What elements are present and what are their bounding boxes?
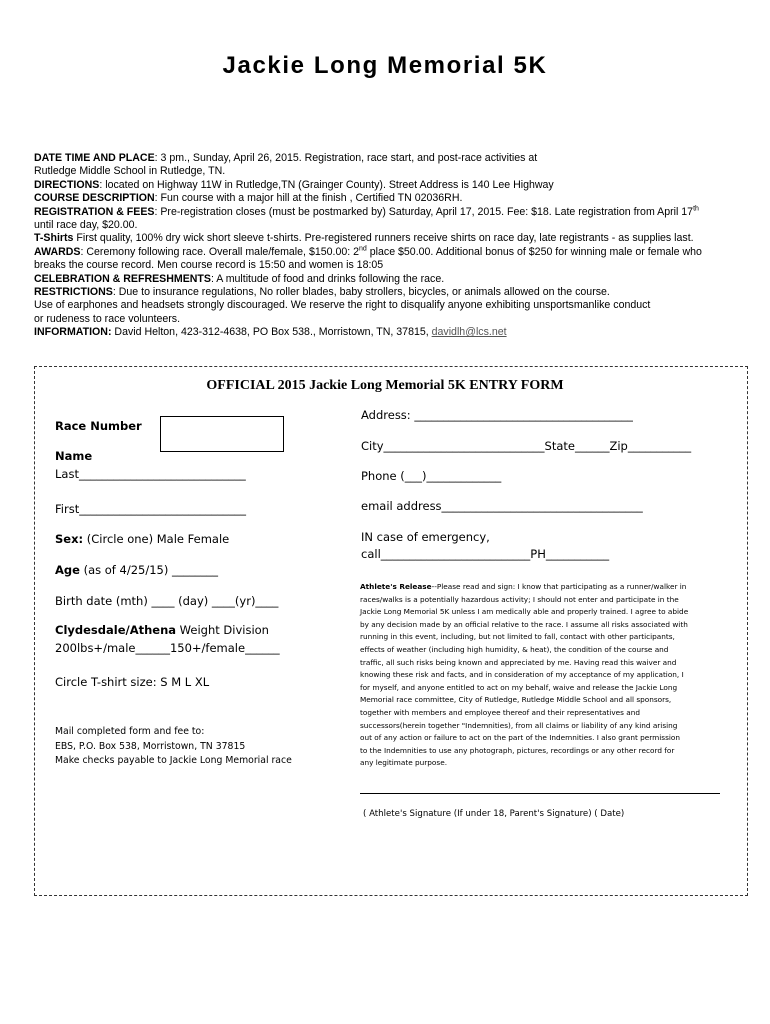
clydesdale-text: Weight Division (176, 623, 269, 637)
age-label: Age (55, 563, 80, 577)
registration-label: REGISTRATION & FEES (34, 205, 155, 218)
signature-line[interactable] (360, 793, 720, 794)
course-label: COURSE DESCRIPTION (34, 192, 155, 205)
date-label: DATE TIME AND PLACE (34, 152, 155, 164)
race-number-box (160, 416, 284, 452)
waiver-line: for myself, and anyone entitled to act on my behalf, waive and release the Jackie Long (360, 682, 678, 692)
information (34, 326, 762, 339)
awards (34, 246, 762, 259)
tshirts-info (34, 232, 762, 245)
restrictions-text: : Due to insurance regulations, No roller blades, baby strollers, bicycles, or animals allowed on the course. (112, 286, 610, 299)
mail-instructions-line1: Mail completed form and fee to: (55, 726, 205, 737)
mail-instructions-line3: Make checks payable to Jackie Long Memorial race (55, 755, 292, 766)
last-name-field[interactable]: Last_____________________________ (55, 467, 246, 481)
date-time-place (34, 152, 762, 165)
entry-form-title: OFFICIAL 2015 Jackie Long Memorial 5K ENTRY FORM (206, 378, 564, 393)
registration-fees (34, 206, 762, 219)
sex-label: Sex: (55, 532, 84, 546)
waiver-line: knowing these risk and facts, and in consideration of my acceptance of my application, I (360, 670, 684, 680)
restrictions (34, 286, 762, 299)
tshirts-label: T-Shirts (34, 232, 74, 245)
awards-superscript: nd (359, 245, 367, 253)
signature-caption: ( Athlete's Signature (If under 18, Parent's Signature) ( Date) (363, 809, 625, 819)
age-field[interactable] (55, 563, 218, 577)
registration-superscript: th (693, 205, 699, 213)
waiver-line: Memorial race committee, City of Rutledge, Rutledge Middle School and all sponsors, (360, 695, 672, 705)
course-description (34, 192, 762, 205)
city-state-zip-field[interactable]: City____________________________State______Zip___________ (361, 439, 692, 453)
tshirts-text: First quality, 100% dry wick short sleeve t-shirts. Pre-registered runners receive shirts on race day, late registrants - as supplies last. (73, 232, 694, 245)
waiver-line: out of any action or failure to act on the part of the Indemnities. I also grant permission (360, 733, 681, 743)
directions-text: : located on Highway 11W in Rutledge,TN (Grainger County). Street Address is 140 Lee Highway (99, 178, 554, 191)
first-name-field[interactable]: First_____________________________ (55, 502, 246, 516)
directions-label: DIRECTIONS (34, 178, 100, 191)
email-field[interactable]: email address___________________________________ (361, 499, 643, 513)
awards-text: : Ceremony following race. Overall male/female, $150.00: 2 (80, 245, 360, 258)
phone-field[interactable]: Phone (___)_____________ (361, 469, 502, 483)
waiver-line: Jackie Long Memorial 5K unless I am medically able and properly trained. I agree to abide (360, 607, 689, 617)
waiver-line: running in this event, including, but not limited to fall, contact with other participants, (360, 632, 675, 642)
information-label: INFORMATION: (34, 326, 112, 339)
date-text-continued: Rutledge Middle School in Rutledge, TN. (34, 165, 226, 178)
restrictions-label: RESTRICTIONS (34, 286, 113, 299)
earphones-notice: Use of earphones and headsets strongly discouraged. We reserve the right to disqualify anyone exhibiting unsportsmanlike conduct (34, 299, 651, 312)
contact-email-link[interactable]: davidlh@lcs.net (431, 326, 507, 339)
registration-text-continued: until race day, $20.00. (34, 219, 138, 232)
information-text: David Helton, 423-312-4638, PO Box 538., Morristown, TN, 37815, (111, 326, 432, 339)
celebration-label: CELEBRATION & REFRESHMENTS (34, 272, 211, 285)
waiver-line: successors(herein together "Indemnities), from all claims or liability of any kind arising (360, 720, 678, 730)
race-number-label: Race Number (55, 419, 142, 433)
race-info (34, 152, 762, 340)
waiver-line: together with members and employee thereof and their representatives and (360, 707, 640, 717)
waiver-line: races/walks is a potentially hazardous activity; I should not enter and participate in the (360, 594, 679, 604)
mail-instructions-line2: EBS, P.O. Box 538, Morristown, TN 37815 (55, 741, 246, 752)
clydesdale-division (55, 623, 269, 637)
age-text: (as of 4/25/15) ________ (79, 563, 218, 577)
name-label: Name (55, 449, 93, 463)
tshirt-size-field[interactable]: Circle T-shirt size: S M L XL (55, 675, 210, 689)
athletes-release (360, 581, 730, 770)
waiver-line: effects of weather (including high humidity, & heat), the condition of the course and (360, 644, 669, 654)
waiver-line: any legitimate purpose. (360, 758, 448, 768)
emergency-contact-field[interactable]: call__________________________PH___________ (361, 547, 610, 561)
waiver-line: traffic, all such risks being known and appreciated by me. Having read this waiver and (360, 657, 677, 667)
earphones-notice-continued: or rudeness to race volunteers. (34, 312, 181, 325)
waiver-line: to the Indemnities to use any photograph, pictures, recordings or any other record for (360, 745, 675, 755)
date-text: : 3 pm., Sunday, April 26, 2015. Registration, race start, and post-race activities at (154, 152, 538, 164)
awards-text-continued: breaks the course record. Men course record is 15:50 and women is 18:05 (34, 259, 384, 272)
awards-label: AWARDS (34, 245, 81, 258)
celebration-text: : A multitude of food and drinks following the race. (210, 272, 445, 285)
directions (34, 179, 762, 192)
celebration (34, 273, 762, 286)
awards-text-b: place $50.00. Additional bonus of $250 for winning male or female who (366, 245, 702, 258)
weight-division-field[interactable]: 200lbs+/male______150+/female______ (55, 641, 280, 655)
birth-date-field[interactable]: Birth date (mth) ____ (day) ____(yr)____ (55, 594, 279, 608)
waiver-line (360, 581, 730, 594)
page-title: Jackie Long Memorial 5K (222, 52, 548, 79)
address-field[interactable]: Address: ______________________________________ (361, 408, 633, 422)
registration-text: : Pre-registration closes (must be postmarked by) Saturday, April 17, 2015. Fee: $18. Late registration from April 17 (154, 205, 694, 218)
sex-options: (Circle one) Male Female (83, 532, 230, 546)
course-text: : Fun course with a major hill at the finish , Certified TN 02036RH. (154, 192, 463, 205)
sex-field[interactable] (55, 532, 229, 546)
waiver-text: --Please read and sign: I know that participating as a runner/walker in (431, 582, 687, 591)
waiver-line: by any decision made by an official relative to the race. I assume all risks associated with (360, 619, 688, 629)
emergency-label: IN case of emergency, (361, 530, 490, 544)
waiver-label: Athlete's Release (360, 582, 432, 591)
clydesdale-label: Clydesdale/Athena (55, 623, 177, 637)
